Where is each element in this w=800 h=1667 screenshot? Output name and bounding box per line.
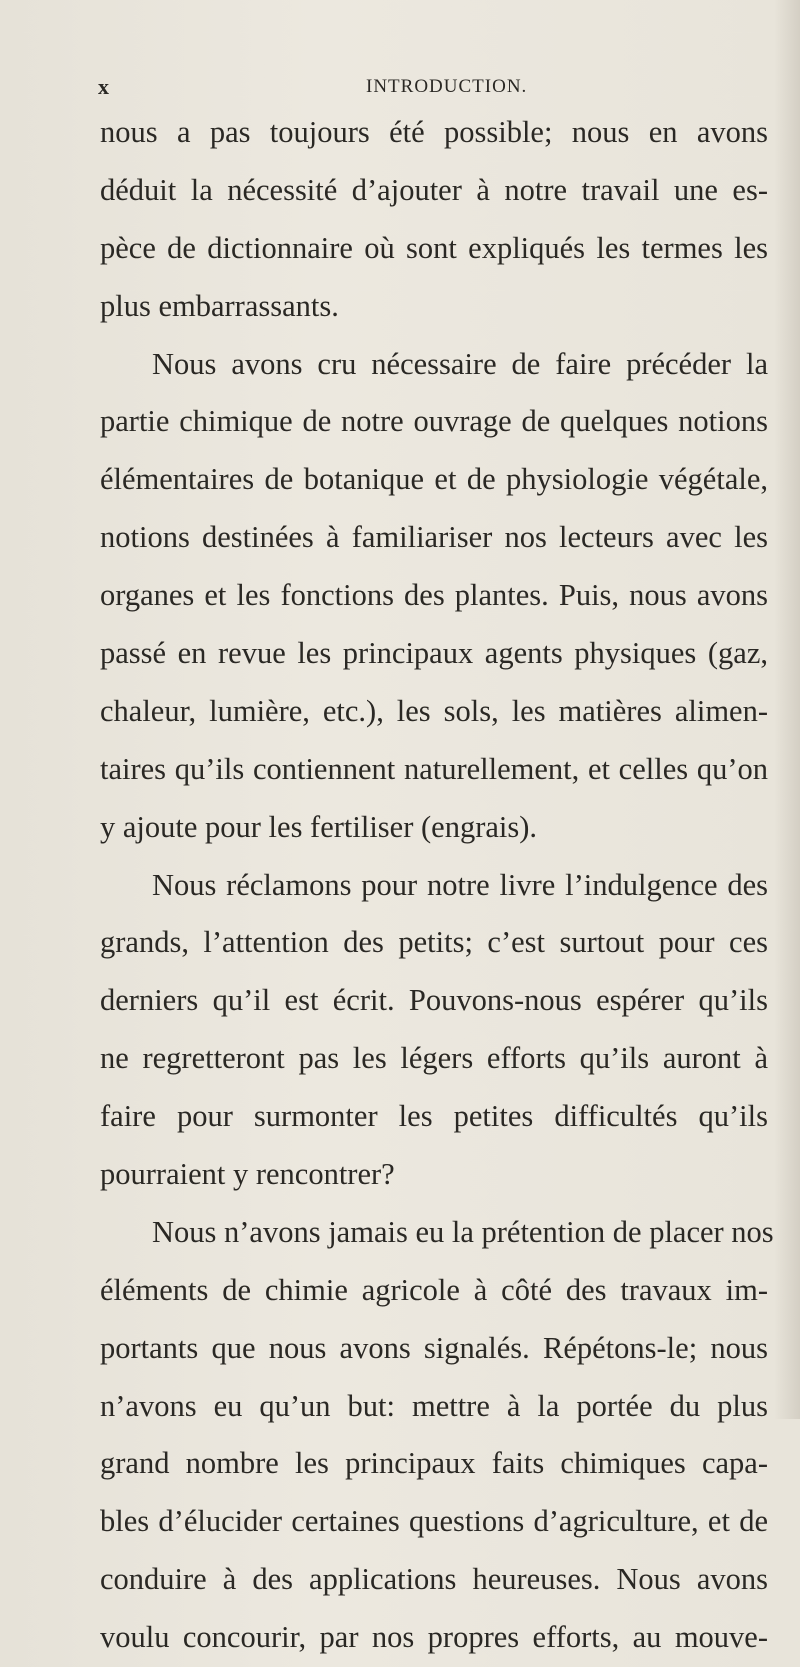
page-number: x [98, 74, 109, 99]
text-line: pourraient y rencontrer? [100, 1157, 395, 1192]
body-text [100, 104, 774, 1667]
text-line: grand nombre les principaux faits chimiques capa- [100, 1446, 768, 1481]
page-edge-shadow [774, 0, 800, 1419]
text-line: portants que nous avons signalés. Répétons-le; nous [100, 1330, 768, 1365]
text-line: plus embarrassants. [100, 288, 339, 323]
text-line: Nous avons cru nécessaire de faire précéder la [152, 346, 768, 381]
page-header [98, 74, 758, 104]
text-line: Nous n’avons jamais eu la prétention de placer nos [152, 1214, 774, 1249]
text-line: chaleur, lumière, etc.), les sols, les matières alimen- [100, 693, 768, 728]
text-line: n’avons eu qu’un but: mettre à la portée du plus [100, 1388, 768, 1423]
text-line: éléments de chimie agricole à côté des travaux im- [100, 1272, 768, 1307]
running-title: INTRODUCTION. [366, 76, 528, 97]
text-line: Nous réclamons pour notre livre l’indulgence des [152, 867, 768, 902]
text-line: déduit la nécessité d’ajouter à notre travail une es- [100, 172, 768, 207]
text-line: organes et les fonctions des plantes. Puis, nous avons [100, 578, 768, 613]
text-line: y ajoute pour les fertiliser (engrais). [100, 809, 538, 844]
text-line: grands, l’attention des petits; c’est surtout pour ces [100, 925, 768, 960]
text-line: ne regretteront pas les légers efforts qu’ils auront à [100, 1041, 768, 1076]
text-line: passé en revue les principaux agents physiques (gaz, [100, 636, 768, 671]
text-line: notions destinées à familiariser nos lecteurs avec les [100, 520, 768, 555]
text-line: faire pour surmonter les petites difficultés qu’ils [100, 1099, 768, 1134]
text-line: élémentaires de botanique et de physiologie végétale, [100, 462, 768, 497]
text-line: voulu concourir, par nos propres efforts, au mouve- [100, 1620, 768, 1655]
text-line: bles d’élucider certaines questions d’agriculture, et de [100, 1504, 768, 1539]
text-line: derniers qu’il est écrit. Pouvons-nous espérer qu’ils [100, 983, 768, 1018]
text-line: taires qu’ils contiennent naturellement, et celles qu’on [100, 751, 768, 786]
text-line: partie chimique de notre ouvrage de quelques notions [100, 404, 768, 439]
text-line: conduire à des applications heureuses. Nous avons [100, 1562, 768, 1597]
text-line: nous a pas toujours été possible; nous en avons [100, 115, 768, 149]
text-line: pèce de dictionnaire où sont expliqués les termes les [100, 230, 768, 265]
